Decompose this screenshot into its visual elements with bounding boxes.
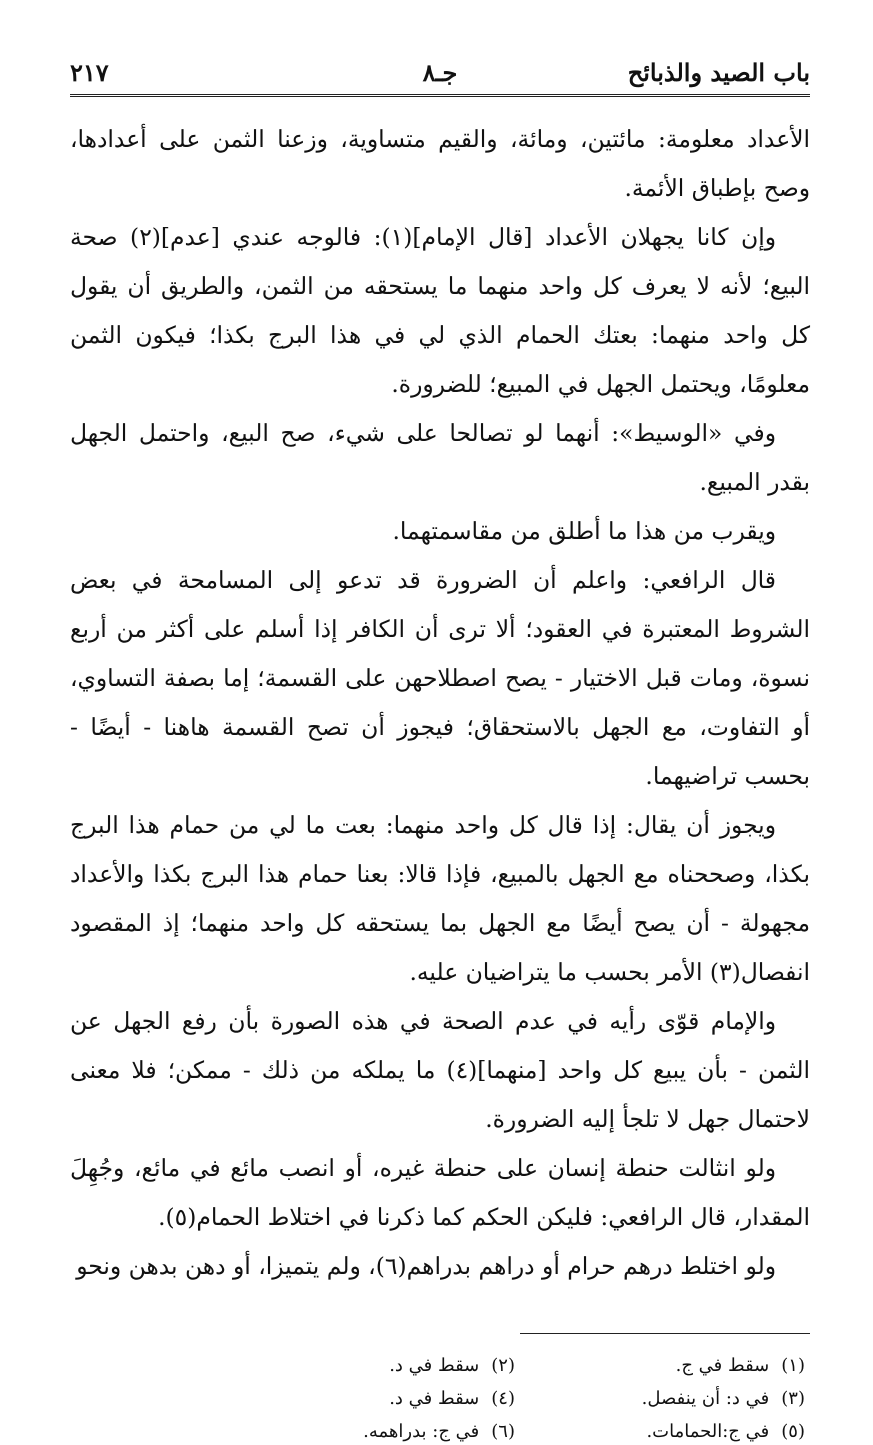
footnote-text: في ج:الحمامات. [646,1421,770,1442]
footnote-6 [275,1418,515,1445]
paragraph: وإن كانا يجهلان الأعداد [قال الإمام](١): فالوجه عندي [عدم](٢) صحة البيع؛ لأنه لا يعرف كل واحد منهما ما يستحقه من الثمن، والطريق أن يقول كل واحد منهما: بعتك الحمام الذي لي في هذا البرج بكذا؛ فيكون الثمن معلومًا، ويحتمل الجهل في المبيع؛ للضرورة. [70,223,810,398]
footnote-text: في د: أن ينفصل. [641,1388,770,1409]
page-number: ٢١٧ [70,58,109,87]
footnote-number: (٢) [491,1355,515,1376]
footnote-number: (٣) [781,1388,805,1409]
footnote-5 [565,1418,805,1445]
paragraph: ولو اختلط درهم حرام أو دراهم بدراهم(٦)، ولم يتميزا، أو دهن بدهن ونحو [76,1252,776,1280]
paragraph: وفي «الوسيط»: أنهما لو تصالحا على شيء، صح البيع، واحتمل الجهل بقدر المبيع. [70,419,810,496]
footnote-text: في ج: بدراهمه. [363,1421,480,1442]
footnote-number: (٥) [781,1421,805,1442]
paragraph: ولو انثالت حنطة إنسان على حنطة غيره، أو انصب مائع في مائع، وجُهِلَ المقدار، قال الرافعي: فليكن الحكم كما ذكرنا في اختلاط الحمام(٥). [70,1154,810,1231]
footnote-number: (١) [781,1355,805,1376]
footnote-divider [520,1333,810,1334]
footnote-4 [275,1385,515,1412]
footnote-2 [275,1352,515,1379]
footnote-3 [565,1385,805,1412]
paragraph: والإمام قوّى رأيه في عدم الصحة في هذه الصورة بأن رفع الجهل عن الثمن - بأن يبيع كل واحد [منهما](٤) ما يملكه من ذلك - ممكن؛ فلا معنى لاحتمال جهل لا تلجأ إليه الضرورة. [70,1007,810,1133]
footnote-text: سقط في د. [389,1355,480,1376]
footnote-text: سقط في د. [389,1388,480,1409]
paragraph: ويجوز أن يقال: إذا قال كل واحد منهما: بعت ما لي من حمام هذا البرج بكذا، وصححناه مع الجهل بالمبيع، فإذا قالا: بعنا حمام هذا البرج بكذا والأعداد مجهولة - أن يصح أيضًا مع الجهل بما يستحقه كل واحد منهما؛ إذ المقصود انفصال(٣) الأمر بحسب ما يتراضيان عليه. [70,811,810,986]
footnote-number: (٤) [491,1388,515,1409]
footnote-number: (٦) [491,1421,515,1442]
page-header [70,52,810,97]
footnote-text: سقط في ج. [675,1355,770,1376]
footnotes [70,1352,810,1445]
footnote-1 [565,1352,805,1379]
volume-label: جـ٨ [422,58,458,87]
chapter-title: باب الصيد والذبائح [627,58,810,87]
book-page [70,52,810,1445]
paragraph: الأعداد معلومة: مائتين، ومائة، والقيم متساوية، وزعنا الثمن على أعدادها، وصح بإطباق الأئمة. [70,125,810,202]
main-text [70,115,810,1291]
paragraph: ويقرب من هذا ما أطلق من مقاسمتهما. [392,517,776,545]
paragraph: قال الرافعي: واعلم أن الضرورة قد تدعو إلى المسامحة في بعض الشروط المعتبرة في العقود؛ ألا ترى أن الكافر إذا أسلم على أكثر من أربع نسوة، ومات قبل الاختيار - يصح اصطلاحهن على القسمة؛ إما بصفة التساوي، أو التفاوت، مع الجهل بالاستحقاق؛ فيجوز أن تصح القسمة هاهنا - أيضًا - بحسب تراضيهما. [70,566,810,790]
